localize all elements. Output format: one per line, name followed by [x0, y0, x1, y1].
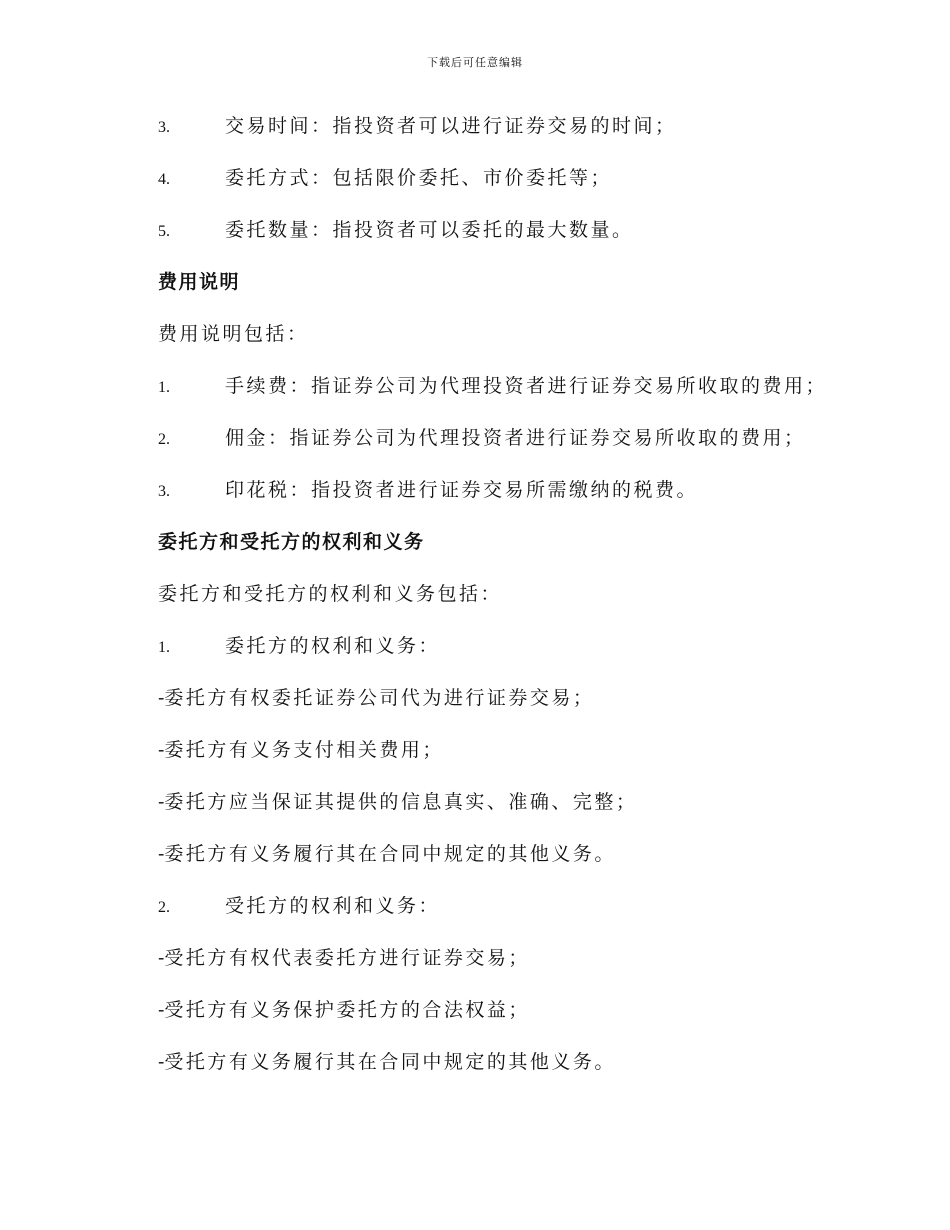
bullet-marker: - — [158, 791, 165, 813]
list-item-number: 2. — [158, 899, 170, 916]
bullet-marker: - — [158, 947, 165, 969]
list-item-number: 1. — [158, 379, 170, 396]
list-item-text: 受托方的权利和义务： — [225, 895, 441, 917]
list-item — [158, 161, 858, 213]
section-heading-fees: 费用说明 — [158, 271, 241, 293]
bullet-text: 委托方有义务履行其在合同中规定的其他义务。 — [164, 843, 616, 865]
section-intro-rights: 委托方和受托方的权利和义务包括： — [158, 583, 503, 605]
list-item-number: 1. — [158, 639, 170, 656]
list-item — [158, 889, 858, 941]
list-item-number: 3. — [158, 119, 170, 136]
bullet-item — [158, 1045, 858, 1097]
bullet-text: 委托方有权委托证券公司代为进行证券交易； — [164, 687, 595, 709]
list-item-text: 印花税：指投资者进行证券交易所需缴纳的税费。 — [225, 479, 699, 501]
page-header-note: 下载后可任意编辑 — [427, 56, 523, 69]
bullet-text: 受托方有义务保护委托方的合法权益； — [164, 999, 530, 1021]
list-item-number: 4. — [158, 171, 170, 188]
list-item — [158, 629, 858, 681]
document-body — [158, 109, 858, 1097]
list-item — [158, 369, 858, 421]
list-item-number: 5. — [158, 223, 170, 240]
bullet-marker: - — [158, 739, 165, 761]
bullet-marker: - — [158, 999, 165, 1021]
list-item-text: 委托方的权利和义务： — [225, 635, 441, 657]
section-intro-fees: 费用说明包括： — [158, 323, 309, 345]
bullet-item — [158, 733, 858, 785]
list-item-text: 手续费：指证券公司为代理投资者进行证券交易所收取的费用； — [225, 375, 828, 397]
list-item-text: 佣金：指证券公司为代理投资者进行证券交易所收取的费用； — [225, 427, 806, 449]
bullet-marker: - — [158, 687, 165, 709]
list-item-text: 委托方式：包括限价委托、市价委托等； — [225, 167, 613, 189]
bullet-item — [158, 941, 858, 993]
bullet-item — [158, 785, 858, 837]
bullet-item — [158, 837, 858, 889]
bullet-text: 受托方有义务履行其在合同中规定的其他义务。 — [164, 1051, 616, 1073]
list-item — [158, 421, 858, 473]
list-item — [158, 109, 858, 161]
list-item — [158, 213, 858, 265]
bullet-marker: - — [158, 1051, 165, 1073]
section-heading-rights: 委托方和受托方的权利和义务 — [158, 531, 425, 553]
bullet-marker: - — [158, 843, 165, 865]
list-item-number: 3. — [158, 483, 170, 500]
list-item-number: 2. — [158, 431, 170, 448]
bullet-text: 受托方有权代表委托方进行证券交易； — [164, 947, 530, 969]
list-item-text: 委托数量：指投资者可以委托的最大数量。 — [225, 219, 634, 241]
bullet-text: 委托方应当保证其提供的信息真实、准确、完整； — [164, 791, 638, 813]
list-item-text: 交易时间：指投资者可以进行证券交易的时间； — [225, 115, 677, 137]
list-item — [158, 473, 858, 525]
bullet-item — [158, 993, 858, 1045]
bullet-text: 委托方有义务支付相关费用； — [164, 739, 444, 761]
bullet-item — [158, 681, 858, 733]
